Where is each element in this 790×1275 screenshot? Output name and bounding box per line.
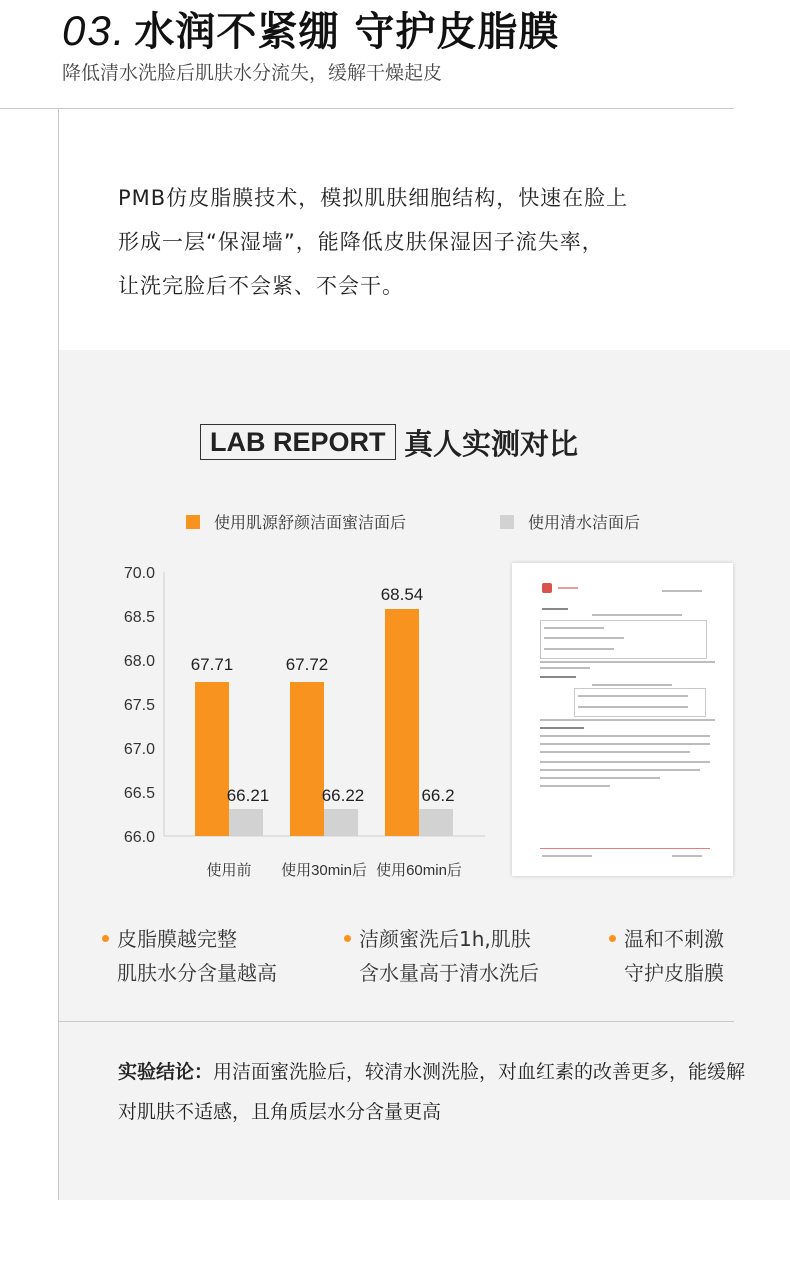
bullet-3-line-2: 守护皮脂膜	[624, 961, 724, 985]
bar-cleanser	[290, 682, 324, 836]
intro-line-3: 让洗完脸后不会紧、不会干。	[118, 274, 404, 298]
bar-water	[229, 809, 263, 836]
bullet-dot-icon	[344, 935, 351, 942]
data-label: 67.71	[190, 655, 234, 674]
y-tick-label: 66.5	[123, 785, 155, 802]
y-tick-label: 67.0	[123, 741, 155, 758]
bullet-dot-icon	[609, 935, 616, 942]
bullet-point-1	[102, 922, 277, 990]
section-subtitle: 降低清水洗脸后肌肤水分流失，缓解干燥起皮	[62, 62, 443, 84]
conclusion-paragraph	[118, 1052, 748, 1132]
x-category-label: 使用前	[206, 862, 252, 879]
bullet-2-line-2: 含水量高于清水洗后	[359, 961, 539, 985]
bullet-point-3	[609, 922, 724, 990]
data-label: 67.72	[285, 655, 329, 674]
intro-paragraph	[118, 176, 748, 308]
bar-water	[324, 809, 358, 836]
lab-report-title: 真人实测对比	[404, 427, 579, 461]
y-tick-label: 68.5	[123, 609, 155, 626]
y-tick-label: 70.0	[123, 565, 155, 582]
report-logo-icon	[542, 583, 552, 593]
lab-report-badge: LAB REPORT	[200, 424, 396, 460]
bullet-3-line-1: 温和不刺激	[624, 927, 724, 951]
top-divider	[0, 108, 734, 109]
y-tick-label: 66.0	[123, 829, 155, 846]
bullet-point-2	[344, 922, 539, 990]
bullet-1-line-1: 皮脂膜越完整	[117, 927, 237, 951]
legend-swatch-orange	[186, 515, 200, 529]
bar-cleanser	[195, 682, 229, 836]
bar-cleanser	[385, 609, 419, 836]
legend-swatch-gray	[500, 515, 514, 529]
section-heading	[62, 0, 560, 55]
section-number: 03.	[62, 7, 127, 54]
legend-item-water	[500, 510, 640, 533]
data-label: 66.21	[226, 786, 270, 805]
bar-chart	[100, 555, 500, 895]
bullet-1-line-2: 肌肤水分含量越高	[117, 961, 277, 985]
intro-line-1: PMB仿皮脂膜技术，模拟肌肤细胞结构，快速在脸上	[118, 186, 629, 210]
y-tick-label: 68.0	[123, 653, 155, 670]
x-category-label: 使用30min后	[281, 862, 367, 879]
section-title: 水润不紧绷 守护皮脂膜	[134, 9, 560, 55]
bullet-dot-icon	[102, 935, 109, 942]
data-label: 66.22	[321, 786, 365, 805]
bullet-2-line-1: 洁颜蜜洗后1h,肌肤	[359, 927, 531, 951]
data-label: 66.2	[421, 786, 455, 805]
legend-item-cleanser	[186, 510, 406, 533]
lab-report-document-thumbnail	[512, 563, 733, 876]
bar-water	[419, 809, 453, 836]
conclusion-divider	[59, 1021, 734, 1022]
x-category-label: 使用60min后	[376, 862, 462, 879]
legend-label-water: 使用清水洁面后	[528, 513, 641, 532]
conclusion-text: 用洁面蜜洗脸后，较清水测洗脸，对血红素的改善更多，能缓解对肌肤不适感，且角质层水分含量更高	[118, 1061, 746, 1123]
conclusion-label: 实验结论：	[118, 1061, 214, 1083]
legend-label-cleanser: 使用肌源舒颜洁面蜜洁面后	[214, 513, 407, 532]
y-tick-label: 67.5	[123, 697, 155, 714]
data-label: 68.54	[380, 585, 424, 604]
intro-line-2: 形成一层“保湿墙”，能降低皮肤保湿因子流失率，	[118, 230, 604, 254]
